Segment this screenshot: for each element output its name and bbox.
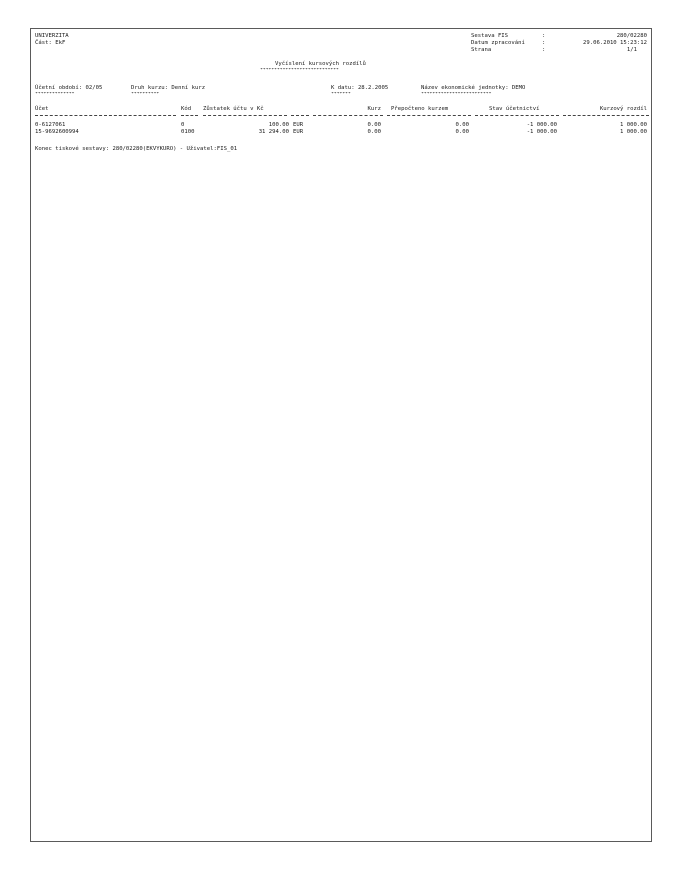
sep-rate — [313, 115, 383, 116]
report-sep: : — [542, 33, 546, 39]
accounting-period: Účetní období: 02/05 — [35, 85, 103, 91]
report-label: Sestava FIS — [471, 33, 509, 39]
row-accounting-state: -1 000.00 — [526, 122, 557, 128]
row-currency: EUR — [293, 122, 304, 128]
row-rate-difference: 1 000.00 — [620, 122, 647, 128]
sep-currency — [291, 115, 309, 116]
rate-type-underline: ********** — [131, 92, 160, 97]
row-recalculated: 0.00 — [455, 129, 469, 135]
row-rate: 0.00 — [367, 122, 381, 128]
col-code: Kód — [181, 106, 192, 112]
unit-underline: ************************* — [421, 92, 492, 97]
col-account: Účet — [35, 106, 49, 112]
row-balance: 100.00 — [268, 122, 289, 128]
report-end-line: Konec tiskové sestavy: 280/02280(EKVYKURO) - Uživatel:FIS_01 — [35, 146, 238, 152]
report-title: Vyčíslení kursových rozdílů — [275, 61, 366, 67]
row-accounting-state: -1 000.00 — [526, 129, 557, 135]
date-label: Datum zpracování — [471, 40, 525, 46]
title-underline: **************************** — [260, 68, 339, 73]
processing-date: 29.06.2010 15:23:12 — [583, 40, 647, 46]
report-page — [30, 28, 652, 842]
sep-rate-difference — [563, 115, 649, 116]
as-of-date: K datu: 28.2.2005 — [331, 85, 389, 91]
rate-type: Druh kurzu: Denní kurz — [131, 85, 206, 91]
page-number: 1/1 — [626, 47, 637, 53]
org-part: Část: EkF — [35, 40, 66, 46]
row-code: 0100 — [181, 129, 195, 135]
col-rate-difference: Kurzový rozdíl — [599, 106, 647, 112]
row-rate: 0.00 — [367, 129, 381, 135]
col-balance: Zůstatek účtu v Kč — [203, 106, 264, 112]
page-label: Strana — [471, 47, 492, 53]
period-underline: ************** — [35, 92, 75, 97]
row-rate-difference: 1 000.00 — [620, 129, 647, 135]
sep-code — [181, 115, 198, 116]
row-currency: EUR — [293, 129, 304, 135]
as-of-underline: ******* — [331, 92, 351, 97]
report-id: 280/02280 — [616, 33, 647, 39]
economic-unit: Název ekonomické jednotky: DEMO — [421, 85, 526, 91]
org-name: UNIVERZITA — [35, 33, 69, 39]
sep-accounting-state — [475, 115, 559, 116]
row-account: 15-9692600994 — [35, 129, 79, 135]
row-recalculated: 0.00 — [455, 122, 469, 128]
page-sep: : — [542, 47, 546, 53]
sep-account — [35, 115, 176, 116]
date-sep: : — [542, 40, 546, 46]
col-accounting-state: Stav účetnictví — [489, 106, 540, 112]
row-balance: 31 294.00 — [258, 129, 289, 135]
row-code: 0 — [181, 122, 185, 128]
col-recalculated: Přepočteno kurzem — [391, 106, 449, 112]
col-rate: Kurz — [367, 106, 381, 112]
sep-recalculated — [387, 115, 471, 116]
sep-balance — [203, 115, 287, 116]
row-account: 0-6127061 — [35, 122, 66, 128]
